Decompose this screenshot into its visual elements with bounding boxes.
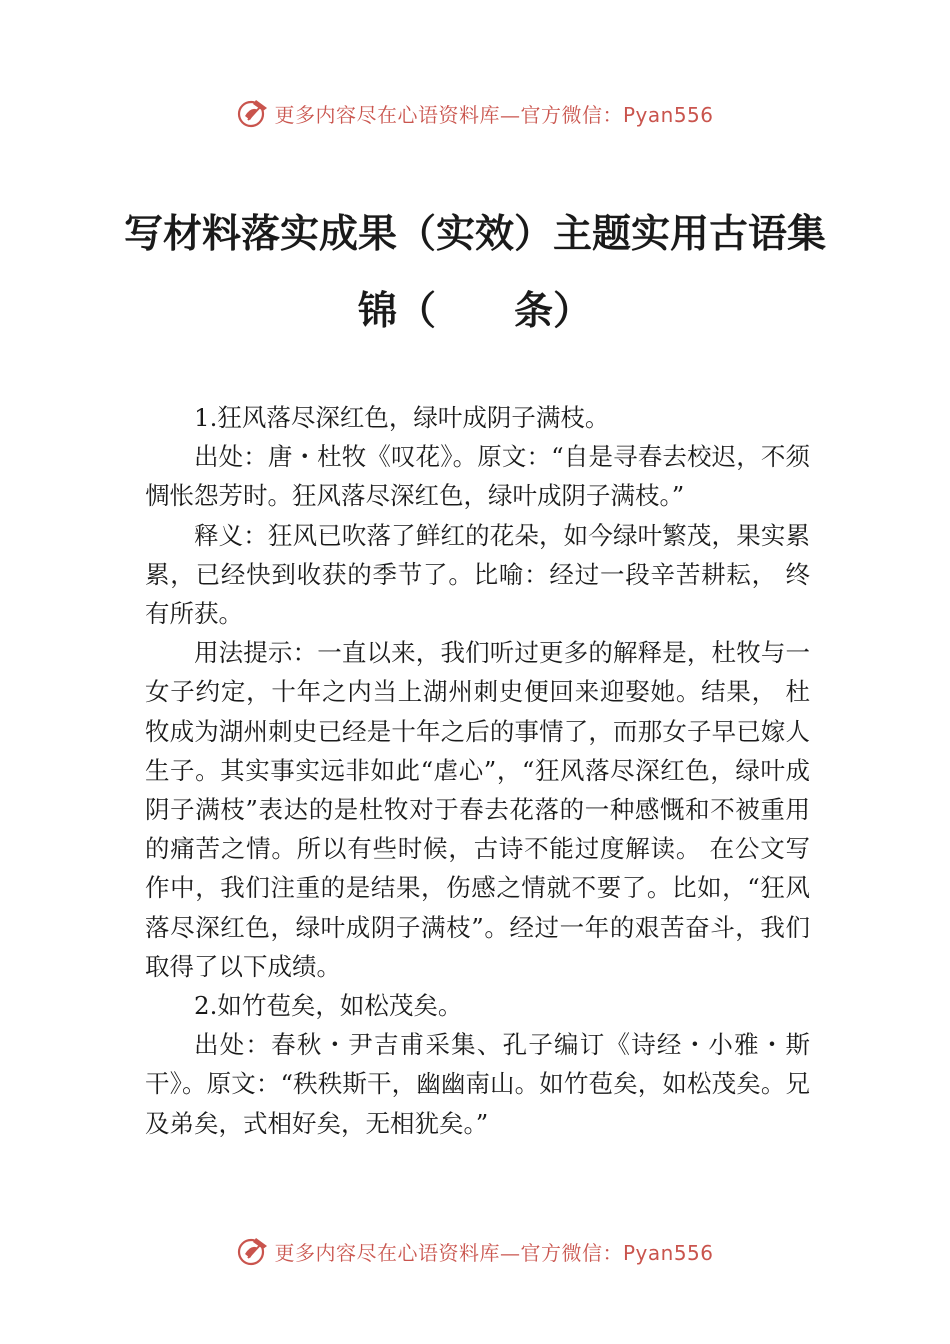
document-title-line-1: 写材料落实成果（实效）主题实用古语集 <box>123 211 826 257</box>
document-title-line-2: 锦（ 条） <box>357 288 592 334</box>
paragraph: 2.如竹苞矣，如松茂矣。 <box>194 991 463 1021</box>
paragraph: 释义：狂风已吹落了鲜红的花朵，如今绿叶繁茂，果实累累，已经快到收获的季节了。比喻：经过一段辛苦耕耘， 终有所获。 <box>145 520 810 629</box>
banner-text: 更多内容尽在心语资料库—官方微信： <box>274 102 623 127</box>
paragraph: 1.狂风落尽深红色，绿叶成阴子满枝。 <box>194 403 610 432</box>
wechat-id: Pyan556 <box>622 1240 714 1265</box>
banner-text: 更多内容尽在心语资料库—官方微信： <box>274 1240 623 1265</box>
logo-icon <box>236 1234 270 1268</box>
footer-banner <box>0 1231 950 1271</box>
wechat-id: Pyan556 <box>622 102 714 127</box>
logo-icon <box>236 96 270 130</box>
document-body <box>145 398 810 1143</box>
header-banner <box>0 93 950 133</box>
paragraph: 出处：春秋・尹吉甫采集、孔子编订《诗经・小雅・斯干》。原文：“秩秩斯干，幽幽南山。如竹苞矣，如松茂矣。兄及弟矣，式相好矣，无相犹矣。” <box>145 1030 810 1138</box>
paragraph: 出处：唐・杜牧《叹花》。原文：“自是寻春去校迟，不须惆怅怨芳时。狂风落尽深红色，绿叶成阴子满枝。” <box>145 442 810 511</box>
paragraph: 用法提示：一直以来，我们听过更多的解释是，杜牧与一女子约定，十年之内当上湖州刺史便回来迎娶她。结果， 杜牧成为湖州刺史已经是十年之后的事情了，而那女子早已嫁人生子。其实事实远非如此“虐心”，“狂风落尽深红色，绿叶成阴子满枝”表达的是杜牧对于春去花落的一种感慨和不被重用的痛苦之情。所以有些时候，古诗不能过度解读。 在公文写作中，我们注重的是结果，伤感之情就不要了。比如，“狂风落尽深红色，绿叶成阴子满枝”。经过一年的艰苦奋斗，我们取得了以下成绩。 <box>145 638 810 981</box>
